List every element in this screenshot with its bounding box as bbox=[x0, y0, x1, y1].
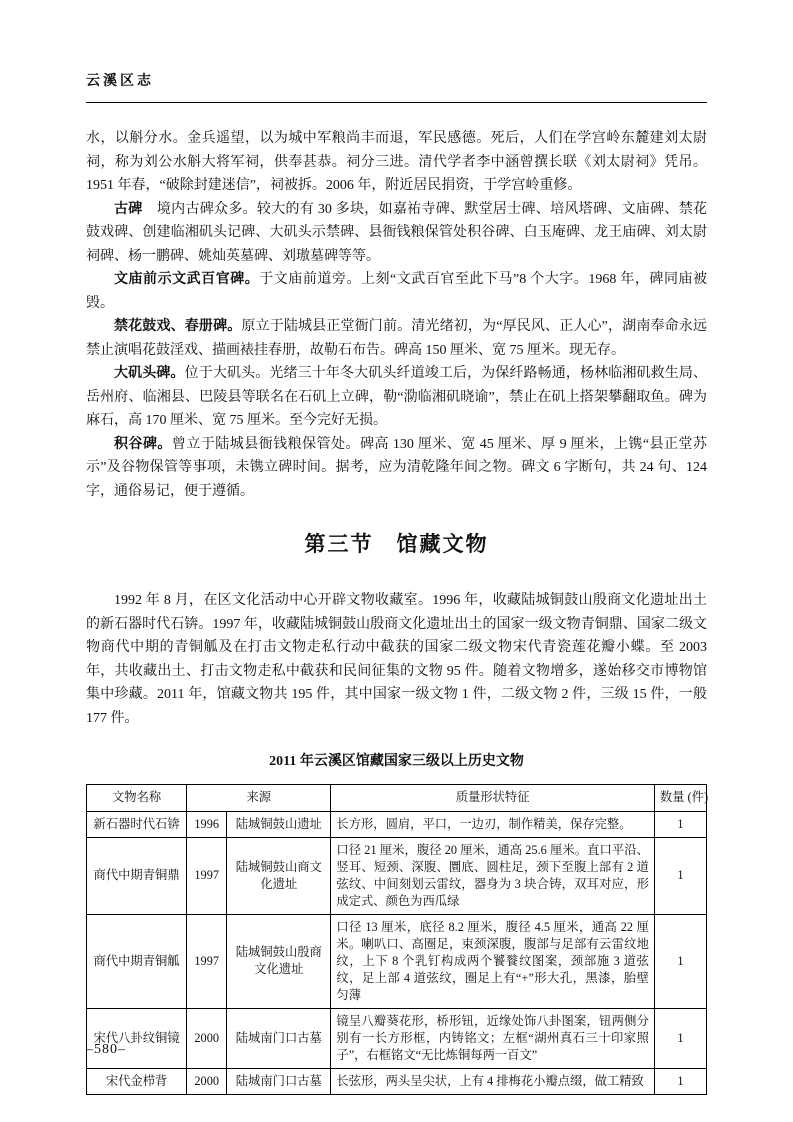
cell-source: 陆城铜鼓山遗址 bbox=[227, 811, 331, 837]
paragraph-continuation bbox=[86, 127, 707, 198]
paragraph-text: 于文庙前道旁。上刻“文武百官至此下马”8 个大字。1968 年，碑同庙被毁。 bbox=[86, 272, 707, 311]
table-header-row bbox=[87, 784, 707, 811]
paragraph-text: 水，以斛分水。金兵遥望，以为城中军粮尚丰而退，军民感德。死后，人们在学宫岭东麓建刘太尉祠，称为刘公水斛大将军祠，供奉甚恭。祠分三进。清代学者李中涵曾撰长联《刘太尉祠》凭吊。1951 年春，“破除封建迷信”，祠被拆。2006 年，附近居民捐资，于学宫岭重修。 bbox=[86, 131, 707, 193]
paragraph-gubei bbox=[86, 198, 707, 269]
cell-artifact-name: 商代中期青铜觚 bbox=[87, 914, 187, 1008]
cell-quantity: 1 bbox=[654, 837, 706, 914]
paragraph-text: 位于大矶头。光绪三十年冬大矶头纤道竣工后，为保纤路畅通，杨林临湘矶救生局、岳州府、临湘县、巴陵县等联名在石矶上立碑，勒“泐临湘矶晓谕”，禁止在矶上搭架攀翻取鱼。碑为麻石，高 170 厘米、宽 75 厘米。至今完好无损。 bbox=[86, 366, 708, 428]
paragraph-lead: 古碑 bbox=[114, 201, 143, 217]
cell-quantity: 1 bbox=[654, 914, 706, 1008]
page-number: –580– bbox=[86, 1042, 126, 1057]
paragraph-dajitou-stele bbox=[86, 362, 707, 433]
cell-quantity: 1 bbox=[654, 811, 706, 837]
page-footer bbox=[86, 1042, 126, 1058]
paragraph-lead: 大矶头碑。 bbox=[114, 366, 185, 381]
book-title: 云溪区志 bbox=[86, 74, 154, 89]
paragraph-jigu-stele bbox=[86, 433, 707, 504]
cell-year: 1997 bbox=[187, 837, 227, 914]
cell-source: 陆城南门口古墓 bbox=[227, 1068, 331, 1094]
table-row-bronze-ding bbox=[87, 837, 707, 914]
cell-quantity: 1 bbox=[654, 1068, 706, 1094]
cell-artifact-name: 宋代八卦纹铜镜 bbox=[87, 1008, 187, 1068]
paragraph-lead: 文庙前示文武百官碑。 bbox=[114, 272, 260, 287]
cell-features: 镜呈八瓣葵花形，桥形钮，近缘处饰八卦图案，钮两侧分别有一长方形框，内铸铭文；左框“湖州真石三十印家照子”，右框铭文“无比炼铜每两一百文” bbox=[331, 1008, 655, 1068]
cell-year: 2000 bbox=[187, 1008, 227, 1068]
cell-quantity: 1 bbox=[654, 1008, 706, 1068]
cell-year: 1997 bbox=[187, 914, 227, 1008]
cell-year: 1996 bbox=[187, 811, 227, 837]
cell-features: 口径 21 厘米，腹径 20 厘米，通高 25.6 厘米。直口平沿、竖耳、短颈、深腹、圜底、圆柱足，颈下至腹上部有 2 道弦纹、中间刻划云雷纹，器身为 3 块合铸，双耳对应，形成定式、颜色为西瓜绿 bbox=[331, 837, 655, 914]
cell-features: 长方形，圆肩，平口，一边刃，制作精美，保存完整。 bbox=[331, 811, 655, 837]
paragraph-jinhuaguxi-stele bbox=[86, 315, 707, 362]
column-header-name: 文物名称 bbox=[87, 784, 187, 811]
page-body bbox=[86, 127, 707, 1095]
cell-artifact-name: 商代中期青铜鼎 bbox=[87, 837, 187, 914]
table-title: 2011 年云溪区馆藏国家三级以上历史文物 bbox=[269, 754, 524, 769]
cell-year: 2000 bbox=[187, 1068, 227, 1094]
cell-artifact-name: 新石器时代石锛 bbox=[87, 811, 187, 837]
cell-source: 陆城铜鼓山商文化遗址 bbox=[227, 837, 331, 914]
table-row-stone-adze bbox=[87, 811, 707, 837]
page-header bbox=[86, 70, 707, 103]
table-row-bronze-mirror bbox=[87, 1008, 707, 1068]
column-header-features: 质量形状特征 bbox=[331, 784, 655, 811]
cell-features: 长弦形，两头呈尖状，上有 4 排梅花小瓣点缀，做工精致 bbox=[331, 1068, 655, 1094]
cell-features: 口径 13 厘米，底径 8.2 厘米，腹径 4.5 厘米，通高 22 厘米。喇叭口、高圈足，束颈深腹，腹部与足部有云雷纹地纹，上下 8 个乳钉构成两个饕餮纹图案，颈部施 3 道弦纹，足上部 4 道弦纹，圈足上有“+”形大孔，黑漆，胎壁匀薄 bbox=[331, 914, 655, 1008]
paragraph-text: 原立于陆城县正堂衙门前。清光绪初，为“厚民风、正人心”，湖南奉命永远禁止演唱花鼓淫戏、描画裱挂春册，故勒石布告。碑高 150 厘米、宽 75 厘米。现无存。 bbox=[86, 319, 707, 358]
paragraph-text: 境内古碑众多。较大的有 30 多块，如嘉祐寺碑、默堂居士碑、培风塔碑、文庙碑、禁花鼓戏碑、创建临湘矶头记碑、大矶头示禁碑、县衙钱粮保管处积谷碑、白玉庵碑、龙王庙碑、刘太尉祠碑、杨一鹏碑、姚灿英墓碑、刘璈墓碑等等。 bbox=[86, 201, 708, 264]
paragraph-lead: 禁花鼓戏、春册碑。 bbox=[114, 319, 242, 334]
paragraph-wenmiao-stele bbox=[86, 268, 707, 315]
column-header-quantity: 数量 (件) bbox=[654, 784, 706, 811]
table-row-gold-comb-back bbox=[87, 1068, 707, 1094]
section-intro-paragraph: 1992 年 8 月，在区文化活动中心开辟文物收藏室。1996 年，收藏陆城铜鼓山殷商文化遗址出土的新石器时代石锛。1997 年，收藏陆城铜鼓山殷商文化遗址出土的国家一级文物青铜鼎、国家二级文物商代中期的青铜觚及在打击文物走私行动中截获的国家二级文物宋代青瓷莲花瓣小蝶。至 2003 年，共收藏出土、打击文物走私中截获和民间征集的文物 95 件。随着文物增多，遂始移交市博物馆集中珍藏。2011 年，馆藏文物共 195 件，其中国家一级文物 1 件，二级文物 2 件，三级 15 件，一般 177 件。 bbox=[86, 593, 707, 726]
cell-source: 陆城铜鼓山殷商文化遗址 bbox=[227, 914, 331, 1008]
table-row-bronze-gu bbox=[87, 914, 707, 1008]
artifacts-table bbox=[86, 784, 707, 1095]
cell-source: 陆城南门口古墓 bbox=[227, 1008, 331, 1068]
paragraph-lead: 积谷碑。 bbox=[114, 436, 172, 452]
cell-artifact-name: 宋代金栉背 bbox=[87, 1068, 187, 1094]
paragraph-text: 曾立于陆城县衙钱粮保管处。碑高 130 厘米、宽 45 厘米、厚 9 厘米，上镌“县正堂苏示”及谷物保管等事项，未镌立碑时间。据考，应为清乾隆年间之物。碑文 6 字断句，共 24 句、124 字，通俗易记，便于遵循。 bbox=[86, 436, 707, 499]
section-title: 第三节 馆藏文物 bbox=[304, 532, 489, 556]
column-header-source: 来源 bbox=[187, 784, 331, 811]
